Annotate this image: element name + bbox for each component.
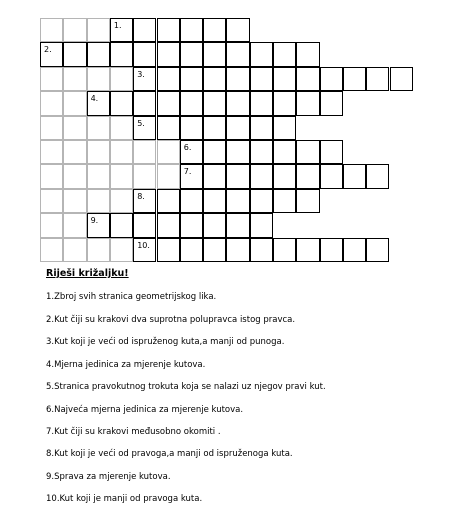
blank-cell bbox=[40, 116, 63, 140]
blank-cell bbox=[40, 91, 63, 115]
clue-5: 5.Stranica pravokutnog trokuta koja se nalazi uz njegov pravi kut. bbox=[46, 382, 326, 392]
answer-cell[interactable] bbox=[250, 140, 273, 164]
answer-cell[interactable] bbox=[273, 238, 296, 262]
answer-cell[interactable] bbox=[157, 213, 180, 237]
answer-cell[interactable] bbox=[343, 67, 366, 91]
blank-cell bbox=[40, 213, 63, 237]
answer-cell[interactable] bbox=[133, 18, 156, 42]
crossword-heading: Riješi križaljku! bbox=[46, 268, 129, 279]
blank-cell bbox=[63, 164, 86, 188]
answer-cell[interactable] bbox=[203, 140, 226, 164]
clue-number: 2. bbox=[44, 45, 52, 55]
answer-cell[interactable] bbox=[250, 164, 273, 188]
answer-cell[interactable] bbox=[273, 140, 296, 164]
blank-cell bbox=[63, 116, 86, 140]
clue-number: 10. bbox=[137, 240, 150, 250]
answer-cell[interactable] bbox=[180, 116, 203, 140]
answer-cell[interactable] bbox=[110, 42, 133, 66]
answer-cell[interactable] bbox=[273, 116, 296, 140]
answer-cell[interactable] bbox=[250, 213, 273, 237]
answer-cell[interactable] bbox=[203, 213, 226, 237]
blank-cell bbox=[63, 67, 86, 91]
answer-cell[interactable] bbox=[320, 164, 343, 188]
answer-cell[interactable] bbox=[157, 238, 180, 262]
answer-cell[interactable] bbox=[203, 91, 226, 115]
blank-cell bbox=[40, 164, 63, 188]
answer-cell[interactable] bbox=[250, 189, 273, 213]
blank-cell bbox=[110, 164, 133, 188]
clue-2: 2.Kut čiji su krakovi dva suprotna polupravca istog pravca. bbox=[46, 315, 296, 325]
answer-cell[interactable] bbox=[180, 238, 203, 262]
blank-cell bbox=[110, 67, 133, 91]
blank-cell bbox=[87, 18, 110, 42]
answer-cell[interactable] bbox=[366, 164, 389, 188]
answer-cell[interactable] bbox=[180, 213, 203, 237]
answer-cell[interactable] bbox=[296, 238, 319, 262]
answer-cell[interactable] bbox=[320, 91, 343, 115]
answer-cell[interactable] bbox=[226, 116, 249, 140]
clue-number: 1. bbox=[113, 21, 122, 30]
answer-cell[interactable] bbox=[110, 18, 133, 42]
answer-cell[interactable] bbox=[273, 42, 296, 66]
answer-cell[interactable] bbox=[296, 140, 319, 164]
answer-cell[interactable] bbox=[157, 42, 180, 66]
blank-cell bbox=[63, 189, 86, 213]
answer-cell[interactable] bbox=[320, 140, 343, 164]
answer-cell[interactable] bbox=[296, 164, 319, 188]
answer-cell[interactable] bbox=[110, 213, 133, 237]
answer-cell[interactable] bbox=[203, 67, 226, 91]
answer-cell[interactable] bbox=[133, 67, 156, 91]
clue-3: 3.Kut koji je veći od ispruženog kuta,a manji od punoga. bbox=[46, 337, 285, 347]
answer-cell[interactable] bbox=[133, 116, 156, 140]
clue-8: 8.Kut koji je veći od pravoga,a manji od ispruženoga kuta. bbox=[46, 449, 293, 459]
blank-cell bbox=[157, 164, 180, 188]
clue-number: 8. bbox=[137, 191, 145, 201]
blank-cell bbox=[133, 164, 156, 188]
answer-cell[interactable] bbox=[366, 67, 389, 91]
answer-cell[interactable] bbox=[296, 189, 319, 213]
blank-cell bbox=[87, 140, 110, 164]
clue-10: 10.Kut koji je manji od pravoga kuta. bbox=[46, 494, 203, 504]
blank-cell bbox=[87, 189, 110, 213]
answer-cell[interactable] bbox=[180, 164, 203, 188]
answer-cell[interactable] bbox=[273, 91, 296, 115]
clue-number: 3. bbox=[137, 69, 145, 79]
answer-cell[interactable] bbox=[40, 42, 63, 66]
clue-number: 7. bbox=[183, 167, 192, 177]
clue-7: 7.Kut čiji su krakovi međusobno okomiti . bbox=[46, 427, 221, 437]
answer-cell[interactable] bbox=[226, 140, 249, 164]
blank-cell bbox=[63, 91, 86, 115]
clue-4: 4.Mjerna jedinica za mjerenje kutova. bbox=[46, 360, 206, 370]
blank-cell bbox=[110, 189, 133, 213]
answer-cell[interactable] bbox=[180, 67, 203, 91]
answer-cell[interactable] bbox=[133, 238, 156, 262]
answer-cell[interactable] bbox=[180, 91, 203, 115]
answer-cell[interactable] bbox=[226, 238, 249, 262]
answer-cell[interactable] bbox=[87, 42, 110, 66]
answer-cell[interactable] bbox=[343, 164, 366, 188]
answer-cell[interactable] bbox=[273, 189, 296, 213]
blank-cell bbox=[63, 18, 86, 42]
answer-cell[interactable] bbox=[180, 42, 203, 66]
answer-cell[interactable] bbox=[203, 42, 226, 66]
answer-cell[interactable] bbox=[203, 18, 226, 42]
blank-cell bbox=[40, 18, 63, 42]
answer-cell[interactable] bbox=[133, 213, 156, 237]
blank-cell bbox=[63, 140, 86, 164]
blank-cell bbox=[40, 238, 63, 262]
clue-6: 6.Najveća mjerna jedinica za mjerenje kutova. bbox=[46, 405, 244, 415]
clue-number: 6. bbox=[183, 143, 192, 152]
answer-cell[interactable] bbox=[226, 91, 249, 115]
answer-cell[interactable] bbox=[250, 67, 273, 91]
answer-cell[interactable] bbox=[366, 238, 389, 262]
blank-cell bbox=[87, 238, 110, 262]
answer-cell[interactable] bbox=[273, 164, 296, 188]
answer-cell[interactable] bbox=[180, 18, 203, 42]
blank-cell bbox=[40, 189, 63, 213]
answer-cell[interactable] bbox=[296, 91, 319, 115]
answer-cell[interactable] bbox=[250, 91, 273, 115]
answer-cell[interactable] bbox=[320, 67, 343, 91]
answer-cell[interactable] bbox=[390, 67, 413, 91]
blank-cell bbox=[87, 116, 110, 140]
answer-cell[interactable] bbox=[87, 91, 110, 115]
answer-cell[interactable] bbox=[87, 213, 110, 237]
answer-cell[interactable] bbox=[180, 189, 203, 213]
answer-cell[interactable] bbox=[203, 189, 226, 213]
blank-cell bbox=[87, 67, 110, 91]
blank-cell bbox=[87, 164, 110, 188]
answer-cell[interactable] bbox=[250, 116, 273, 140]
answer-cell[interactable] bbox=[273, 67, 296, 91]
answer-cell[interactable] bbox=[63, 42, 86, 66]
answer-cell[interactable] bbox=[226, 18, 249, 42]
answer-cell[interactable] bbox=[226, 213, 249, 237]
answer-cell[interactable] bbox=[320, 238, 343, 262]
clue-9: 9.Sprava za mjerenje kutova. bbox=[46, 472, 171, 482]
clue-number: 4. bbox=[90, 94, 99, 104]
answer-cell[interactable] bbox=[133, 91, 156, 115]
answer-cell[interactable] bbox=[110, 91, 133, 115]
blank-cell bbox=[40, 140, 63, 164]
clue-number: 9. bbox=[90, 216, 99, 226]
answer-cell[interactable] bbox=[226, 42, 249, 66]
blank-cell bbox=[110, 238, 133, 262]
answer-cell[interactable] bbox=[296, 67, 319, 91]
blank-cell bbox=[133, 140, 156, 164]
answer-cell[interactable] bbox=[250, 238, 273, 262]
clue-number: 5. bbox=[137, 118, 145, 128]
blank-cell bbox=[110, 116, 133, 140]
answer-cell[interactable] bbox=[226, 67, 249, 91]
answer-cell[interactable] bbox=[157, 18, 180, 42]
answer-cell[interactable] bbox=[226, 189, 249, 213]
answer-cell[interactable] bbox=[180, 140, 203, 164]
blank-cell bbox=[63, 238, 86, 262]
answer-cell[interactable] bbox=[157, 91, 180, 115]
blank-cell bbox=[110, 140, 133, 164]
answer-cell[interactable] bbox=[133, 42, 156, 66]
answer-cell[interactable] bbox=[203, 116, 226, 140]
answer-cell[interactable] bbox=[157, 116, 180, 140]
blank-cell bbox=[63, 213, 86, 237]
blank-cell bbox=[40, 67, 63, 91]
answer-cell[interactable] bbox=[250, 42, 273, 66]
answer-cell[interactable] bbox=[157, 67, 180, 91]
clue-1: 1.Zbroj svih stranica geometrijskog lika. bbox=[46, 292, 217, 302]
answer-cell[interactable] bbox=[343, 238, 366, 262]
blank-cell bbox=[157, 140, 180, 164]
answer-cell[interactable] bbox=[296, 42, 319, 66]
answer-cell[interactable] bbox=[203, 238, 226, 262]
answer-cell[interactable] bbox=[133, 189, 156, 213]
answer-cell[interactable] bbox=[157, 189, 180, 213]
answer-cell[interactable] bbox=[226, 164, 249, 188]
answer-cell[interactable] bbox=[203, 164, 226, 188]
